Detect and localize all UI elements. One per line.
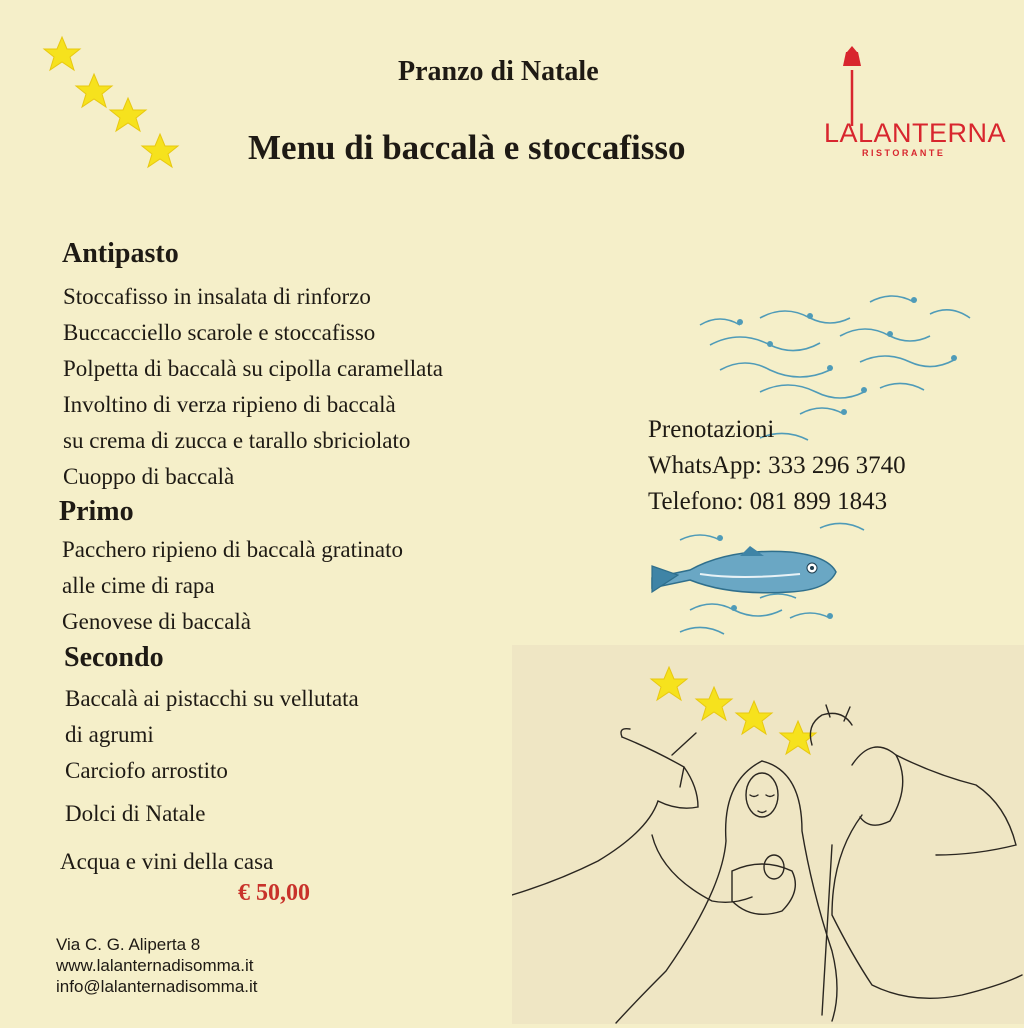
logo-subtitle: RISTORANTE	[862, 148, 946, 158]
star-icon	[110, 98, 146, 131]
website-link[interactable]: www.lalanternadisomma.it	[56, 956, 254, 975]
reservation-label: Prenotazioni	[648, 416, 775, 443]
phone-number[interactable]: Telefono: 081 899 1843	[648, 488, 888, 515]
list-item: di agrumi	[65, 722, 154, 747]
section-heading-secondo: Secondo	[64, 642, 164, 673]
address-block	[56, 934, 258, 997]
list-item: Pacchero ripieno di baccalà gratinato	[62, 537, 404, 562]
email-link[interactable]: info@lalanternadisomma.it	[56, 977, 258, 996]
star-icon	[142, 134, 178, 167]
nativity-illustration	[512, 645, 1024, 1024]
list-item: su crema di zucca e tarallo sbriciolato	[63, 428, 411, 453]
secondo-list	[65, 681, 359, 789]
star-icon	[696, 687, 732, 720]
primo-list	[62, 532, 403, 640]
drinks-line: Acqua e vini della casa	[60, 849, 274, 874]
star-icon	[76, 74, 112, 107]
section-heading-antipasto: Antipasto	[62, 238, 179, 269]
list-item: Stoccafisso in insalata di rinforzo	[63, 284, 371, 309]
star-icon	[651, 667, 687, 700]
fish-icon	[652, 546, 836, 593]
list-item: Involtino di verza ripieno di baccalà	[63, 392, 396, 417]
list-item: Carciofo arrostito	[65, 758, 228, 783]
price: € 50,00	[238, 880, 310, 906]
logo-name: LALANTERNA	[824, 118, 1007, 148]
reservation-block	[648, 412, 906, 520]
list-item: alle cime di rapa	[62, 573, 215, 598]
star-icon	[736, 701, 772, 734]
menu-subtitle: Menu di baccalà e stoccafisso	[248, 128, 686, 167]
dessert-line: Dolci di Natale	[65, 801, 206, 826]
whatsapp-number[interactable]: WhatsApp: 333 296 3740	[648, 452, 906, 479]
section-heading-primo: Primo	[59, 496, 134, 527]
list-item: Polpetta di baccalà su cipolla caramellata	[63, 356, 443, 381]
street-address: Via C. G. Aliperta 8	[56, 935, 201, 954]
list-item: Baccalà ai pistacchi su vellutata	[65, 686, 359, 711]
list-item: Buccacciello scarole e stoccafisso	[63, 320, 376, 345]
list-item: Cuoppo di baccalà	[63, 464, 235, 489]
page-title: Pranzo di Natale	[398, 56, 599, 87]
lantern-icon	[843, 46, 861, 126]
antipasto-list	[63, 279, 443, 495]
star-icon	[44, 37, 80, 70]
list-item: Genovese di baccalà	[62, 609, 252, 634]
